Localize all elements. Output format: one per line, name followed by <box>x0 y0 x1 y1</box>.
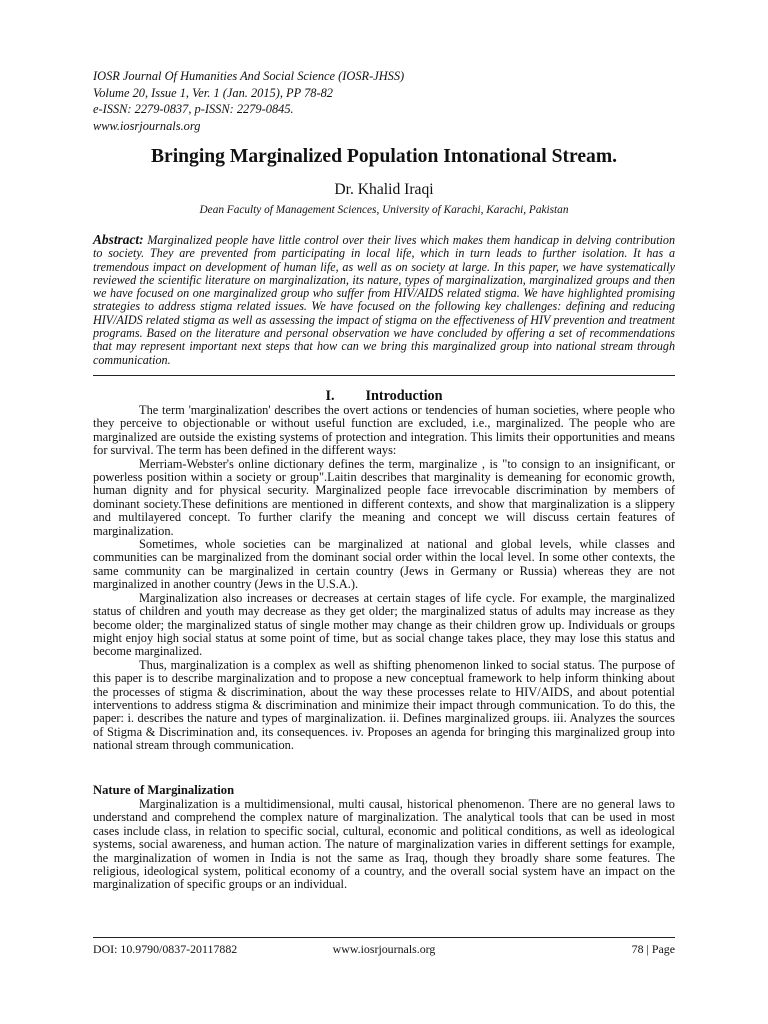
paragraph: Merriam-Webster's online dictionary defines the term, marginalize , is "to consign to an insignificant, or powerless position within a society or group".Laitin describes that marginality is demeaning for economic growth, human dignity and for physical security. Marginalized people face irrevocable discrimination by members of dominant society.These definitions are mentioned in different contexts, and show that marginalization is a slippery and multilayered concept. To further clarify the meaning and concept we will discuss certain features of marginalization. <box>93 456 675 538</box>
abstract-label: Abstract: <box>93 232 144 247</box>
paper-title: Bringing Marginalized Population Intonational Stream. <box>150 146 618 167</box>
paragraph: Marginalization is a multidimensional, multi causal, historical phenomenon. There are no general laws to understand and comprehend the complex nature of marginalization. The analytical tools that can be used in most cases include class, in relation to specific social, cultural, economic and political conditions, as well as ideological systems, social awareness, and human action. The nature of marginalization varies in different settings for example, the marginalization of women in India is not the same as Iraq, though they broadly share some features. The religious, ideological system, political economy of a country, and the overall social system have an impact on the marginalization of specific groups or an individual. <box>93 797 675 892</box>
paragraph: The term 'marginalization' describes the overt actions or tendencies of human societies, where people who they perceive to objectionable or without useful function are excluded, i.e., marginalized. The people who are marginalized are outside the existing systems of protection and integration. This limits their opportunities and means for survival. The term has been defined in the different ways: <box>93 403 675 458</box>
abstract-text: Marginalized people have little control over their lives which makes them handicap in delving contribution to society. They are prevented from participating in local life, which in turn leads to further isolation. It has a tremendous impact on development of human life, as well as on society at large. In this paper, we have systematically reviewed the scientific literature on marginalization, its nature, types of marginalization, marginalized groups and then we have focused on one marginalized group who suffer from HIV/AIDS related stigma. We have highlighted promising strategies to address stigma related issues. We have focused on the following key challenges: defining and reducing HIV/AIDS related stigma as well as assessing the impact of stigma on the effectiveness of HIV prevention and treatment programs. Based on the literature and personal observation we have concluded by offering a set of recommendations that may represent important next steps that how can we bring this marginalized group into national stream through communication. <box>93 233 676 367</box>
footer-doi: DOI: 10.9790/0837-20117882 <box>93 942 238 956</box>
journal-issn: e-ISSN: 2279-0837, p-ISSN: 2279-0845. <box>93 102 294 117</box>
footer-divider <box>93 937 675 938</box>
footer-page-number: 78 | Page <box>631 942 675 956</box>
author-affiliation: Dean Faculty of Management Sciences, University of Karachi, Karachi, Pakistan <box>199 204 569 216</box>
journal-volume: Volume 20, Issue 1, Ver. 1 (Jan. 2015), PP 78-82 <box>93 85 333 100</box>
nature-body <box>93 798 675 892</box>
journal-name: IOSR Journal Of Humanities And Social Science (IOSR-JHSS) <box>93 69 405 83</box>
subsection-heading-nature: Nature of Marginalization <box>93 783 235 797</box>
footer-website[interactable]: www.iosrjournals.org <box>332 942 436 956</box>
section-title: Introduction <box>365 388 443 404</box>
journal-website[interactable]: www.iosrjournals.org <box>93 118 201 133</box>
introduction-body <box>93 404 675 753</box>
abstract <box>93 233 675 367</box>
paragraph: Thus, marginalization is a complex as well as shifting phenomenon linked to social status. The purpose of this paper is to describe marginalization and to propose a new conceptual framework to help inform thinking about the processes of stigma & discrimination, about the way these processes relate to HIV/AIDS, and about potential interventions to address stigma & discrimination and minimize their impact through communication. To do this, the paper: i. describes the nature and types of marginalization. ii. Defines marginalized groups. iii. Analyzes the sources of Stigma & Discrimination and, its consequences. iv. Proposes an agenda for bringing this marginalized group into national stream through communication. <box>93 657 675 753</box>
author-name: Dr. Khalid Iraqi <box>334 181 434 198</box>
abstract-divider <box>93 375 675 376</box>
paragraph: Sometimes, whole societies can be marginalized at national and global levels, while classes and communities can be marginalized from the dominant social order within the local level. In some other contexts, the same community can be marginalized in certain country (Jews in Germany or Russia) whereas they are not marginalized in another country (Jews in the U.S.A.). <box>93 537 675 592</box>
paragraph: Marginalization also increases or decreases at certain stages of life cycle. For example, the marginalized status of children and youth may decrease as they get older; the marginalized status of adults may increase as they become older; the marginalized status of single mother may change as their children grow up. Individuals or groups might enjoy high social status at some point of time, but as social change takes place, they may lose this status and become marginalized. <box>93 590 675 659</box>
section-number: I. <box>325 388 335 404</box>
journal-header <box>93 68 693 134</box>
